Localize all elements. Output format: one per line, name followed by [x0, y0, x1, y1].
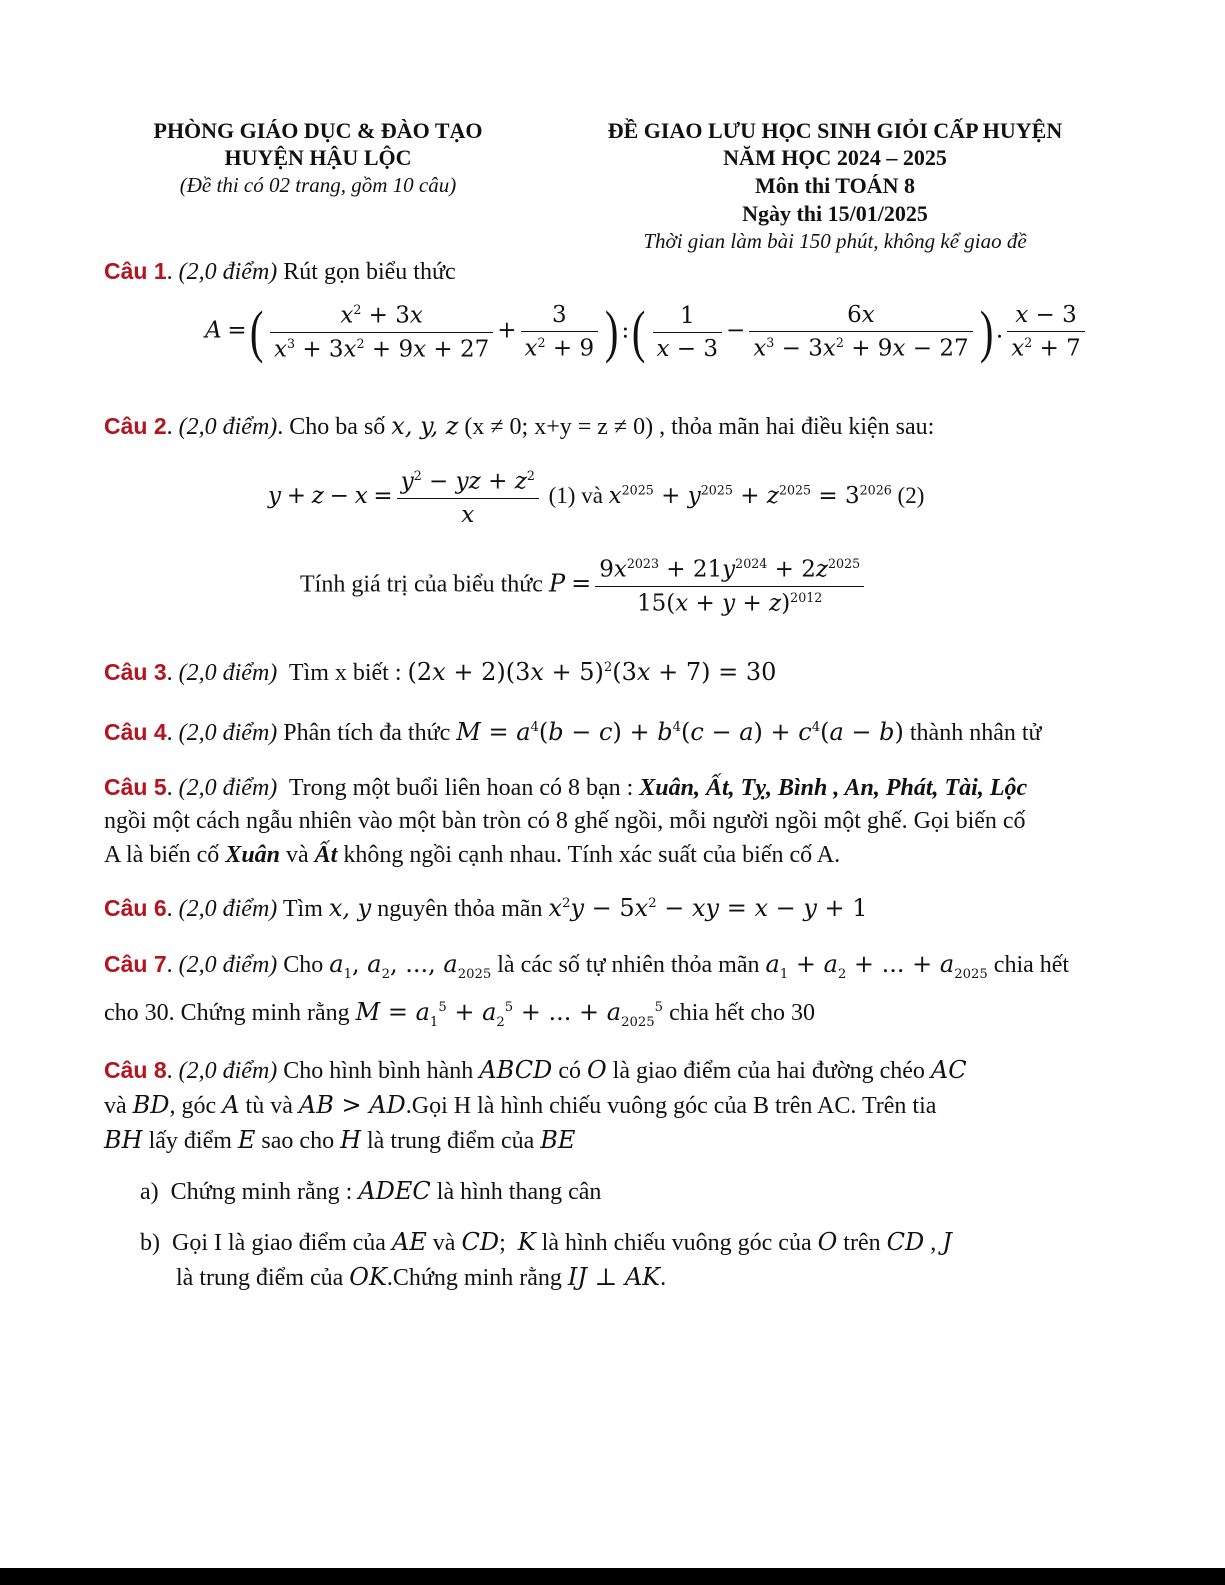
q5-label: Câu 5 — [104, 774, 167, 800]
q7-points: (2,0 điểm) — [178, 952, 278, 978]
header-right-line3: Môn thi TOÁN 8 — [755, 173, 915, 198]
q8-line1: Câu 8. (2,0 điểm) Cho hình bình hành ABCD có O là giao điểm của hai đường chéo AC — [104, 1056, 967, 1084]
q8-line3: BH lấy điểm E sao cho H là trung điểm của BE — [104, 1126, 576, 1154]
q4-line: Câu 4. (2,0 điểm) Phân tích đa thức $M = a^4(b - c) + b^4(c - a) + c^4(a - b)$ thành nhân tử — [104, 718, 1042, 746]
q1-text: Rút gọn biểu thức — [283, 259, 456, 285]
q7-line2: cho 30. Chứng minh rằng $M = a_1^5 + a_2^5$ + ... + $a_{2025}^5$ chia hết cho 30 — [104, 998, 816, 1030]
q8-l2d: .Gọi H là hình chiếu vuông góc của B trên AC. Trên tia — [405, 1093, 937, 1119]
q7-line2b: chia hết cho 30 — [669, 1000, 816, 1026]
q5-line1: Câu 5. (2,0 điểm) Trong một buổi liên hoan có 8 bạn : Xuân, Ất, Tỵ, Bình , An, Phát, Tài, Lộc — [104, 774, 1028, 801]
q8-b-text1: Gọi I là giao điểm của — [172, 1230, 386, 1256]
q8-l2c: tù và — [245, 1093, 293, 1119]
q2-cond: (x ≠ 0; x+y = z ≠ 0) — [464, 414, 654, 440]
q5-line3a: A là biến cố — [104, 842, 220, 868]
q8-text1: Cho hình bình hành — [283, 1058, 474, 1084]
q5-line2: ngồi một cách ngẫu nhiên vào một bàn tròn có 8 ghế ngồi, mỗi người ngồi một ghế. Gọi biến cố — [104, 808, 1026, 834]
q5-names: Xuân, Ất, Tỵ, Bình , An, Phát, Tài, Lộc — [639, 775, 1028, 801]
q2-text1: . Cho ba số — [277, 414, 386, 440]
q2-label: Câu 2 — [104, 413, 167, 439]
q5-points: (2,0 điểm) — [178, 775, 278, 801]
q8-label: Câu 8 — [104, 1057, 167, 1083]
q8-b-text4: là hình chiếu vuông góc của — [541, 1230, 812, 1256]
q8-text2: có — [558, 1058, 581, 1084]
header-right-line5: Thời gian làm bài 150 phút, không kể giao đề — [643, 229, 1027, 253]
q8-l2a: và — [104, 1093, 127, 1119]
q8-l3b: sao cho — [261, 1128, 335, 1154]
q8-b-text2: và — [432, 1230, 456, 1256]
q8-b-line2b: .Chứng minh rằng — [386, 1265, 562, 1291]
q8-line2: và BD, góc A tù và AB > AD.Gọi H là hình chiếu vuông góc của B trên AC. Trên tia — [104, 1091, 937, 1119]
header-left-line2: HUYỆN HẬU LỘC — [224, 145, 412, 170]
header-right-line1: ĐỀ GIAO LƯU HỌC SINH GIỎI CẤP HUYỆN — [607, 118, 1063, 143]
q8-l2b: , góc — [169, 1093, 217, 1119]
q7-text1: Cho — [283, 952, 324, 978]
q5-line3 — [104, 842, 840, 869]
q8-a-label: a) — [140, 1179, 159, 1205]
q3-label: Câu 3 — [104, 659, 167, 685]
q7-line1: Câu 7. (2,0 điểm) Cho $a_1$, $a_2$, ..., $a_{2025}$ là các số tự nhiên thỏa mãn $a_1 + a_2$ + ... + $a_{2025}$ chia hết — [104, 950, 1070, 982]
q8-l3c: là trung điểm của — [367, 1128, 535, 1154]
q8-points: (2,0 điểm) — [178, 1058, 278, 1084]
q1-label: Câu 1 — [104, 258, 167, 284]
q8-part-b-line2: là trung điểm của OK.Chứng minh rằng IJ ⊥ AK. — [176, 1263, 667, 1291]
q8-b-line2a: là trung điểm của — [176, 1265, 344, 1291]
header-left-line1: PHÒNG GIÁO DỤC & ĐÀO TẠO — [153, 118, 483, 143]
header-right-line4: Ngày thi 15/01/2025 — [742, 201, 928, 226]
q6-line: Câu 6. (2,0 điểm) Tìm x, y nguyên thỏa mãn $x^2y - 5x^2$ − xy = x − y + 1 — [104, 894, 868, 922]
q2-text2: , thỏa mãn hai điều kiện sau: — [659, 414, 935, 440]
bottom-border — [0, 1568, 1225, 1585]
q2-eq1: (1) — [548, 483, 576, 509]
q7-line2a: cho 30. Chứng minh rằng — [104, 1000, 350, 1026]
q5-name1: Xuân — [225, 842, 281, 868]
q4-text1: Phân tích đa thức — [283, 720, 451, 746]
q2-and: và — [581, 483, 603, 509]
header-left-line3: (Đề thi có 02 trang, gồm 10 câu) — [179, 173, 457, 197]
q8-b-text5: trên — [843, 1230, 881, 1256]
header-right-line2: NĂM HỌC 2024 – 2025 — [723, 145, 947, 170]
q2-compute-text: Tính giá trị của biểu thức — [300, 571, 543, 598]
q7-text3: chia hết — [993, 952, 1070, 978]
q6-points: (2,0 điểm) — [178, 896, 278, 922]
q5-name2: Ất — [314, 842, 338, 868]
q8-a-text: Chứng minh rằng : — [170, 1179, 353, 1205]
q8-part-a: a) Chứng minh rằng : ADEC là hình thang cân — [140, 1177, 602, 1205]
q4-text2: thành nhân tử — [909, 720, 1042, 746]
q1-points: (2,0 điểm) — [178, 259, 278, 285]
q5-and: và — [286, 842, 309, 868]
q8-b-label: b) — [140, 1230, 160, 1256]
q8-b-text3: ; — [499, 1230, 506, 1256]
q2-conditions: y + z − x = $\frac{y^2 - yz + z^2}{x}$ (1) và $x^{2025} + y^{2025} + z^{2025} = 3^{2026}$ (2) — [268, 468, 925, 528]
q8-text3: là giao điểm của hai đường chéo — [612, 1058, 925, 1084]
q2-points: (2,0 điểm) — [178, 414, 278, 440]
q3-line: Câu 3. (2,0 điểm) Tìm x biết : $(2x + 2)(3x + 5)^2(3x + 7) = 30$ — [104, 658, 777, 686]
q4-points: (2,0 điểm) — [178, 720, 278, 746]
q8-a-text2: là hình thang cân — [436, 1179, 602, 1205]
q6-label: Câu 6 — [104, 895, 167, 921]
q5-line3b: không ngồi cạnh nhau. Tính xác suất của biến cố A. — [343, 842, 841, 868]
q8-b-text6: , — [930, 1230, 937, 1256]
q8-part-b: b) Gọi I là giao điểm của AE và CD; K là hình chiếu vuông góc của O trên CD , J — [140, 1228, 952, 1256]
q4-label: Câu 4 — [104, 719, 167, 745]
q2-compute: Tính giá trị của biểu thức P = $\frac{9x^{2023} + 21y^{2024} + 2z^{2025}}{15(x + y + z)^{2012}}$ — [300, 556, 868, 616]
q3-points: (2,0 điểm) — [178, 660, 278, 686]
q2-line: Câu 2. (2,0 điểm). Cho ba số x, y, z (x ≠ 0; x+y = z ≠ 0) , thỏa mãn hai điều kiện sau: — [104, 412, 935, 440]
q8-l3a: lấy điểm — [148, 1128, 232, 1154]
q7-text2: là các số tự nhiên thỏa mãn — [497, 952, 760, 978]
q3-text: Tìm x biết : — [288, 660, 402, 686]
q2-eq2: (2) — [897, 483, 925, 509]
q7-label: Câu 7 — [104, 951, 167, 977]
q6-text2: nguyên thỏa mãn — [377, 896, 543, 922]
q1-line: Câu 1. (2,0 điểm) Rút gọn biểu thức — [104, 258, 456, 285]
q5-text1: Trong một buổi liên hoan có 8 bạn : — [288, 775, 634, 801]
q6-text1: Tìm — [282, 896, 323, 922]
q1-formula: A =( $\frac{x^2 + 3x}{x^3 + 3x^2 + 9x + 27}$ + $\frac{3}{x^2 + 9}$ ) :( $\frac{1}{x - 3}$ − $\frac{6x}{x^3 - 3x^2 + 9x - 27}$ ) . $\frac{x - 3}{x^2 + 7}$ — [205, 302, 1089, 362]
